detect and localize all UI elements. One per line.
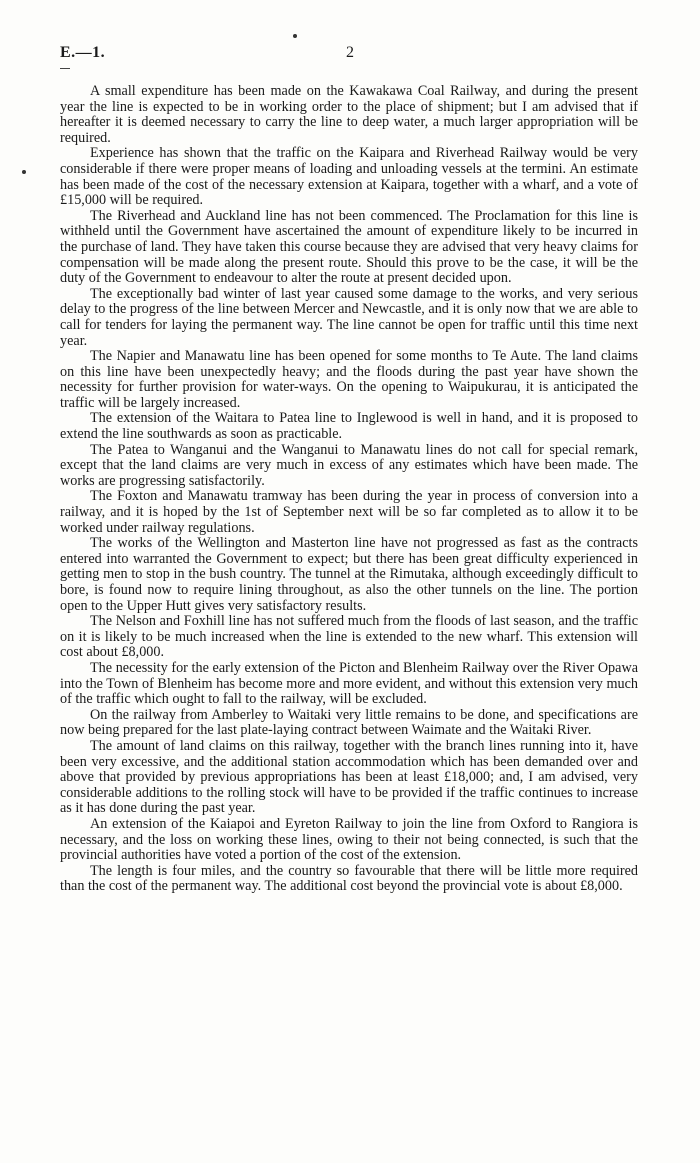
paragraph: The extension of the Waitara to Patea line to Inglewood is well in hand, and it is proposed to extend the line southwards as soon as practicable. <box>60 410 638 443</box>
document-body <box>60 84 638 895</box>
paragraph: The amount of land claims on this railway, together with the branch lines running into it, have been very excessive, and the additional station accommodation which has been demanded over and above that provided by previous appropriations has been at least £18,000; and, I am advised, very considerable additions to the rolling stock will have to be provided if the traffic continues to increase as it has done during the past year. <box>60 737 638 817</box>
paragraph: The exceptionally bad winter of last year caused some damage to the works, and very serious delay to the progress of the line between Mercer and Newcastle, and it is only now that we are able to call for tenders for laying the permanent way. The line cannot be open for traffic until this time next year. <box>60 285 638 349</box>
paragraph: The Foxton and Manawatu tramway has been during the year in process of conversion into a railway, and it is hoped by the 1st of September next will be so far completed as to allow it to be worked under railway regulations. <box>60 488 638 536</box>
paragraph: The Patea to Wanganui and the Wanganui to Manawatu lines do not call for special remark, except that the land claims are very much in excess of any estimates which have been made. The works are progressing satisfactorily. <box>60 441 638 489</box>
paragraph: The Riverhead and Auckland line has not been commenced. The Proclamation for this line is withheld until the Government have ascertained the amount of expenditure likely to be incurred in the purchase of land. They have taken this course because they are advised that very heavy claims for compensation will be made along the present route. Should this prove to be the case, it will be the duty of the Government to endeavour to alter the route at present decided upon. <box>60 207 638 287</box>
margin-mark-dot <box>22 170 26 174</box>
paragraph: The Nelson and Foxhill line has not suffered much from the floods of last season, and the traffic on it is likely to be much increased when the line is extended to the new wharf. This extension will cost about £8,000. <box>60 613 638 661</box>
paragraph: The works of the Wellington and Masterton line have not progressed as fast as the contracts entered into warranted the Government to expect; but there has been great difficulty experienced in getting men to stop in the bush country. The tunnel at the Rimutaka, although exceedingly difficult to bore, is found now to require lining throughout, as also the other tunnels on the line. The portion open to the Upper Hutt gives very satisfactory results. <box>60 535 638 614</box>
printer-mark-dot <box>293 34 297 38</box>
page-number: 2 <box>346 44 354 61</box>
paragraph: The Napier and Manawatu line has been opened for some months to Te Aute. The land claims on this line have been unexpectedly heavy; and the floods during the past year have shown the necessity for further provision for water-ways. On the opening to Waipukurau, it is anticipated the traffic will be largely increased. <box>60 348 638 411</box>
header-rule <box>60 68 70 69</box>
paragraph: The necessity for the early extension of the Picton and Blenheim Railway over the River Opawa into the Town of Blenheim has become more and more evident, and without this extension very much of the traffic which ought to fall to the railway, will be excluded. <box>60 659 638 708</box>
paragraph: On the railway from Amberley to Waitaki very little remains to be done, and specifications are now being prepared for the last plate-laying contract between Waimate and the Waitaki River. <box>60 706 638 739</box>
page-header <box>60 44 640 66</box>
paragraph: The length is four miles, and the country so favourable that there will be little more required than the cost of the permanent way. The additional cost beyond the provincial vote is about £8,000. <box>60 862 638 895</box>
paragraph: An extension of the Kaiapoi and Eyreton Railway to join the line from Oxford to Rangiora is necessary, and the loss on working these lines, owing to their not being connected, is such that the provincial authorities have voted a portion of the cost of the extension. <box>60 815 638 864</box>
document-reference: E.—1. <box>60 44 106 61</box>
paragraph: A small expenditure has been made on the Kawakawa Coal Railway, and during the present year the line is expected to be in working order to the place of shipment; but I am advised that if hereafter it is deemed necessary to carry the line to deep water, a much larger appropriation will be required. <box>60 83 638 146</box>
paragraph: Experience has shown that the traffic on the Kaipara and Riverhead Railway would be very considerable if there were proper means of loading and unloading vessels at the termini. An estimate has been made of the cost of the necessary extension at Kaipara, together with a wharf, and a vote of £15,000 will be required. <box>60 145 638 209</box>
